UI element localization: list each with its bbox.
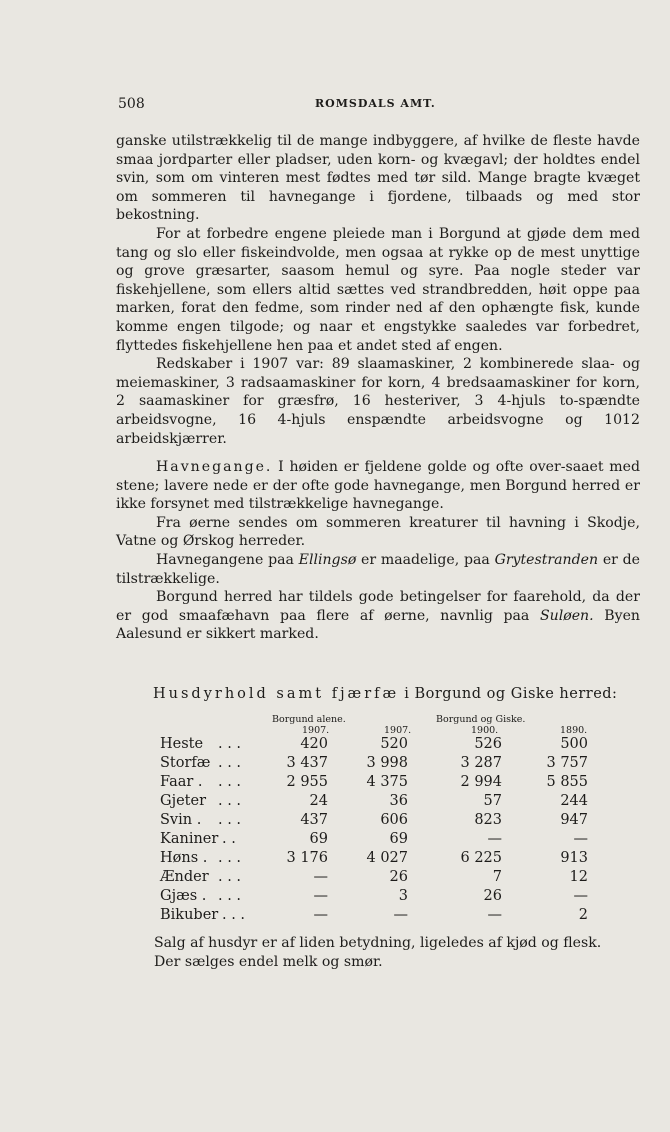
table-row: [158, 736, 598, 755]
table-row: [158, 755, 598, 774]
row-leader-dots: . . .: [218, 850, 242, 866]
table-cell: 2 994: [460, 774, 502, 790]
table-cell: 6 225: [460, 850, 502, 866]
paragraph: Salg af husdyr er af liden betydning, ligeledes af kjød og flesk.: [154, 935, 602, 951]
table-cell: 437: [300, 812, 328, 828]
text-span: Byen Aalesund er sikkert marked.: [116, 607, 640, 643]
row-label: Bikuber: [160, 907, 219, 923]
table-row: [158, 850, 598, 869]
paragraph: Der sælges endel melk og smør.: [154, 953, 383, 970]
table-cell: —: [313, 869, 328, 885]
paragraph: For at forbedre engene pleiede man i Borgund at gjøde dem med tang og slo eller fiskeindvolde, men ogsaa at rykke op de mest unyttige og grove græsarter, saasom hemul og syre. Paa nogle steder var fiskehjellene, som ellers altid sættes ved strandbredden, høit oppe paa marken, forat den fedme, som rinder ned af den ophængte fisk, kunde komme engen tilgode; og naar et engstykke saaledes var forbedret, flyttedes fiskehjellene hen paa et andet sted af engen.: [116, 225, 640, 354]
table-cell: 57: [483, 793, 502, 809]
year-header: 1900.: [471, 725, 499, 736]
table-cell: —: [573, 831, 588, 847]
table-row: [158, 812, 598, 831]
table-row: [158, 831, 598, 850]
column-group-header: Borgund og Giske.: [436, 714, 526, 725]
table-cell: 69: [389, 831, 408, 847]
table-row: [158, 888, 598, 907]
table-cell: 3 437: [286, 755, 328, 771]
text-span: er maadelige, paa: [356, 552, 495, 569]
row-leader-dots: . . .: [218, 793, 242, 809]
column-group-header: Borgund alene.: [272, 714, 346, 725]
table-cell: —: [573, 888, 588, 904]
table-title-spaced: Husdyrhold samt fjærfæ: [153, 686, 400, 702]
paragraph: Redskaber i 1907 var: 89 slaamaskiner, 2 kombinerede slaa- og meiemaskiner, 3 radsaamaskiner for korn, 4 bredsaamaskiner for korn, 2 saamaskiner for græsfrø, 16 hesteriver, 3 4-hjuls to-spændte arbeidsvogne, 16 4-hjuls enspændte arbeidsvogne og 1012 arbeidskjærrer.: [116, 356, 640, 447]
row-leader-dots: . . .: [218, 736, 242, 752]
body-text: [116, 132, 640, 644]
row-label: Heste: [160, 736, 204, 752]
section-text: I høiden er fjeldene golde og ofte over-saaet med stene; lavere nede er der ofte gode havnegange, men Borgund herred er ikke forsynet med tilstrækkelige havnegange.: [116, 459, 640, 513]
paragraph: Fra øerne sendes om sommeren kreaturer til havning i Skodje, Vatne og Ørskog herreder.: [116, 514, 640, 550]
table-cell: 526: [474, 736, 502, 752]
row-label: Høns .: [160, 850, 208, 866]
table-cell: 3: [398, 888, 408, 904]
text-span: er de tilstrækkelige.: [116, 552, 640, 587]
table-cell: —: [313, 888, 328, 904]
place-name: Suløen.: [539, 607, 594, 624]
row-label: Ænder: [160, 869, 209, 885]
table-cell: —: [487, 831, 502, 847]
table-cell: 4 027: [366, 850, 408, 866]
row-leader-dots: . . .: [222, 907, 246, 923]
table-row: [158, 774, 598, 793]
table-cell: 420: [300, 736, 328, 752]
place-name: Grytestranden: [494, 552, 599, 569]
row-label: Gjeter: [160, 793, 206, 809]
section-heading: Havnegange.: [156, 459, 273, 476]
table-cell: 2: [578, 907, 588, 923]
table-title-rest: i Borgund og Giske herred:: [399, 686, 618, 702]
table-cell: 12: [569, 869, 588, 885]
text-span: Borgund herred har tildels gode betingelser for faarehold, da der er god smaafæhavn paa flere af øerne, navnlig paa: [116, 589, 640, 624]
table-cell: 5 855: [546, 774, 588, 790]
table-cell: 26: [483, 888, 502, 904]
table-title: [153, 686, 617, 702]
table-cell: 2 955: [286, 774, 328, 790]
table-cell: 606: [380, 812, 408, 828]
table-cell: 947: [560, 812, 588, 828]
row-leader-dots: . . .: [218, 812, 242, 828]
table-cell: 3 998: [366, 755, 408, 771]
table-cell: —: [487, 907, 502, 923]
table-cell: 7: [492, 869, 502, 885]
paragraph: [116, 551, 640, 588]
row-leader-dots: . . .: [218, 869, 242, 885]
year-header: 1907.: [384, 725, 412, 736]
row-label: Gjæs .: [160, 888, 207, 904]
row-label: Faar .: [160, 774, 203, 790]
table-cell: 26: [389, 869, 408, 885]
table-cell: —: [313, 907, 328, 923]
row-label: Svin .: [160, 812, 202, 828]
row-leader-dots: . . .: [218, 755, 242, 771]
paragraph: [116, 588, 640, 644]
place-name: Ellingsø: [298, 552, 357, 569]
table-cell: 520: [380, 736, 408, 752]
table-cell: 913: [560, 850, 588, 866]
row-label: Storfæ: [160, 755, 211, 771]
table-cell: 244: [560, 793, 588, 809]
table-cell: 3 176: [286, 850, 328, 866]
table-row: [158, 793, 598, 812]
table-cell: 4 375: [366, 774, 408, 790]
havnegange-paragraph: [116, 458, 640, 514]
row-leader-dots: . . .: [218, 888, 242, 904]
table-row: [158, 907, 598, 926]
year-header: 1890.: [560, 725, 588, 736]
year-header: 1907.: [302, 725, 330, 736]
closing-text: [116, 934, 640, 971]
row-leader-dots: . . .: [218, 774, 242, 790]
table-cell: 500: [560, 736, 588, 752]
table-cell: —: [393, 907, 408, 923]
table-cell: 823: [474, 812, 502, 828]
row-label: Kaniner: [160, 831, 219, 847]
table-cell: 36: [389, 793, 408, 809]
running-title: ROMSDALS AMT.: [315, 97, 436, 110]
table-cell: 69: [309, 831, 328, 847]
row-leader-dots: . .: [222, 831, 236, 847]
page-number: 508: [118, 96, 145, 112]
livestock-table: [158, 736, 598, 926]
page-header: [118, 96, 640, 116]
paragraph: ganske utilstrækkelig til de mange indbyggere, af hvilke de fleste havde smaa jordparter eller pladser, uden korn- og kvægavl; der holdtes endel svin, som om vinteren mest fødtes med tør sild. Mange bragte kvæget om sommeren til havnegange i fjordene, tilbaads og med stor bekostning.: [116, 133, 640, 224]
table-cell: 3 287: [460, 755, 502, 771]
text-span: Havnegangene paa: [156, 552, 299, 569]
table-cell: 3 757: [546, 755, 588, 771]
table-cell: 24: [309, 793, 328, 809]
table-row: [158, 869, 598, 888]
